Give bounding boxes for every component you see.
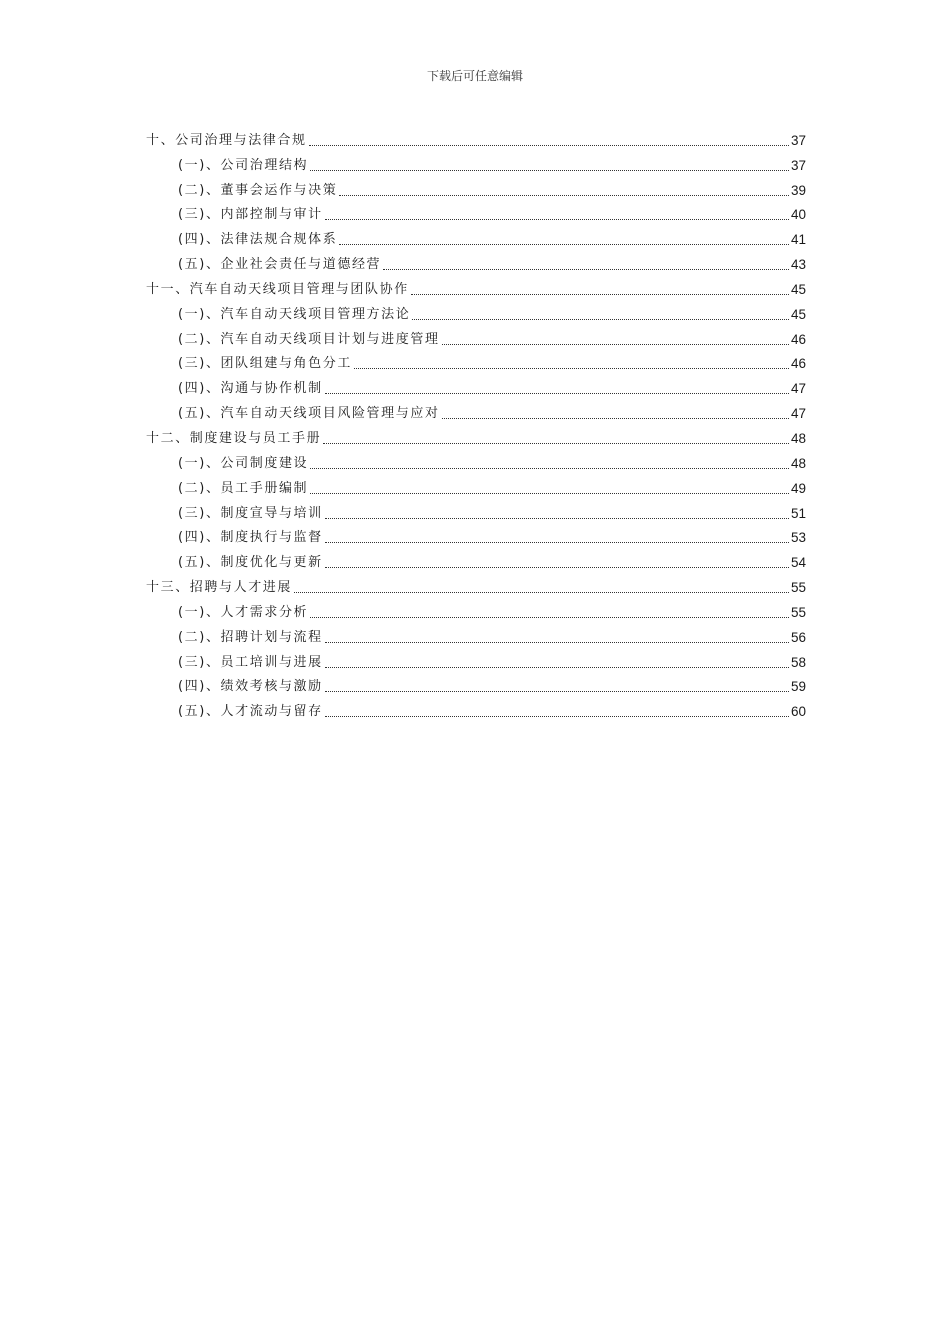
toc-page-number: 37 — [790, 157, 806, 173]
toc-dot-leader — [325, 691, 789, 692]
toc-subsection-entry[interactable] — [146, 499, 806, 524]
toc-entry-label: 十一、汽车自动天线项目管理与团队协作 — [146, 281, 409, 297]
toc-page-number: 48 — [790, 430, 806, 446]
toc-page-number: 45 — [790, 306, 806, 322]
toc-page-number: 45 — [790, 281, 806, 297]
toc-subsection-entry[interactable] — [146, 399, 806, 424]
toc-subsection-entry[interactable] — [146, 697, 806, 722]
toc-subsection-entry[interactable] — [146, 648, 806, 673]
toc-entry-label: (一)、公司制度建设 — [178, 455, 309, 471]
toc-dot-leader — [339, 244, 789, 245]
toc-entry-label: (一)、公司治理结构 — [178, 157, 309, 173]
toc-entry-label: (三)、内部控制与审计 — [178, 207, 323, 223]
toc-entry-label: 十三、招聘与人才进展 — [146, 580, 293, 596]
toc-entry-label: (二)、招聘计划与流程 — [178, 629, 323, 645]
toc-subsection-entry[interactable] — [146, 474, 806, 499]
toc-dot-leader — [310, 617, 789, 618]
toc-entry-label: (三)、制度宣导与培训 — [178, 505, 323, 521]
toc-dot-leader — [310, 493, 789, 494]
toc-subsection-entry[interactable] — [146, 548, 806, 573]
table-of-contents — [146, 126, 806, 722]
toc-dot-leader — [339, 195, 789, 196]
toc-page-number: 56 — [790, 629, 806, 645]
toc-subsection-entry[interactable] — [146, 325, 806, 350]
toc-subsection-entry[interactable] — [146, 374, 806, 399]
toc-dot-leader — [310, 468, 789, 469]
toc-page-number: 46 — [790, 356, 806, 372]
toc-entry-label: (四)、绩效考核与激励 — [178, 679, 323, 695]
toc-page-number: 55 — [790, 604, 806, 620]
toc-chapter-entry[interactable] — [146, 424, 806, 449]
toc-page-number: 55 — [790, 580, 806, 596]
toc-chapter-entry[interactable] — [146, 126, 806, 151]
toc-subsection-entry[interactable] — [146, 300, 806, 325]
toc-entry-label: (五)、汽车自动天线项目风险管理与应对 — [178, 406, 440, 422]
toc-subsection-entry[interactable] — [146, 201, 806, 226]
toc-page-number: 40 — [790, 207, 806, 223]
toc-subsection-entry[interactable] — [146, 350, 806, 375]
toc-entry-label: (一)、人才需求分析 — [178, 604, 309, 620]
toc-dot-leader — [325, 219, 789, 220]
toc-page-number: 54 — [790, 555, 806, 571]
toc-entry-label: (三)、员工培训与进展 — [178, 654, 323, 670]
toc-entry-label: 十二、制度建设与员工手册 — [146, 430, 322, 446]
toc-entry-label: (五)、企业社会责任与道德经营 — [178, 257, 382, 273]
header-note: 下载后可任意编辑 — [426, 69, 523, 83]
toc-entry-label: (四)、制度执行与监督 — [178, 530, 323, 546]
toc-page-number: 47 — [790, 381, 806, 397]
toc-dot-leader — [325, 393, 789, 394]
toc-entry-label: (一)、汽车自动天线项目管理方法论 — [178, 306, 411, 322]
toc-entry-label: (三)、团队组建与角色分工 — [178, 356, 352, 372]
toc-page-number: 37 — [790, 132, 806, 148]
toc-subsection-entry[interactable] — [146, 449, 806, 474]
toc-subsection-entry[interactable] — [146, 598, 806, 623]
toc-page-number: 48 — [790, 455, 806, 471]
toc-entry-label: 十、公司治理与法律合规 — [146, 132, 307, 148]
toc-page-number: 49 — [790, 480, 806, 496]
toc-subsection-entry[interactable] — [146, 673, 806, 698]
toc-chapter-entry[interactable] — [146, 275, 806, 300]
toc-page-number: 58 — [790, 654, 806, 670]
toc-entry-label: (四)、法律法规合规体系 — [178, 232, 338, 248]
toc-subsection-entry[interactable] — [146, 250, 806, 275]
toc-dot-leader — [309, 145, 789, 146]
toc-page-number: 59 — [790, 679, 806, 695]
toc-dot-leader — [354, 368, 789, 369]
toc-entry-label: (二)、董事会运作与决策 — [178, 182, 338, 198]
toc-page-number: 53 — [790, 530, 806, 546]
toc-dot-leader — [325, 567, 789, 568]
toc-dot-leader — [383, 269, 789, 270]
toc-entry-label: (四)、沟通与协作机制 — [178, 381, 323, 397]
toc-subsection-entry[interactable] — [146, 623, 806, 648]
toc-entry-label: (二)、员工手册编制 — [178, 480, 309, 496]
toc-page-number: 51 — [790, 505, 806, 521]
toc-dot-leader — [325, 716, 789, 717]
toc-page-number: 41 — [790, 232, 806, 248]
toc-page-number: 47 — [790, 406, 806, 422]
toc-page-number: 39 — [790, 182, 806, 198]
toc-dot-leader — [323, 443, 789, 444]
toc-dot-leader — [294, 592, 789, 593]
toc-page-number: 60 — [790, 704, 806, 720]
toc-dot-leader — [325, 642, 789, 643]
toc-chapter-entry[interactable] — [146, 573, 806, 598]
toc-dot-leader — [442, 344, 789, 345]
toc-page-number: 46 — [790, 331, 806, 347]
toc-entry-label: (五)、制度优化与更新 — [178, 555, 323, 571]
toc-entry-label: (五)、人才流动与留存 — [178, 704, 323, 720]
toc-page-number: 43 — [790, 257, 806, 273]
toc-dot-leader — [310, 170, 789, 171]
toc-dot-leader — [412, 319, 789, 320]
toc-subsection-entry[interactable] — [146, 176, 806, 201]
toc-dot-leader — [411, 294, 789, 295]
toc-subsection-entry[interactable] — [146, 225, 806, 250]
toc-subsection-entry[interactable] — [146, 524, 806, 549]
toc-dot-leader — [325, 667, 789, 668]
toc-entry-label: (二)、汽车自动天线项目计划与进度管理 — [178, 331, 440, 347]
toc-subsection-entry[interactable] — [146, 151, 806, 176]
toc-dot-leader — [325, 518, 789, 519]
toc-dot-leader — [325, 542, 789, 543]
toc-dot-leader — [442, 418, 789, 419]
